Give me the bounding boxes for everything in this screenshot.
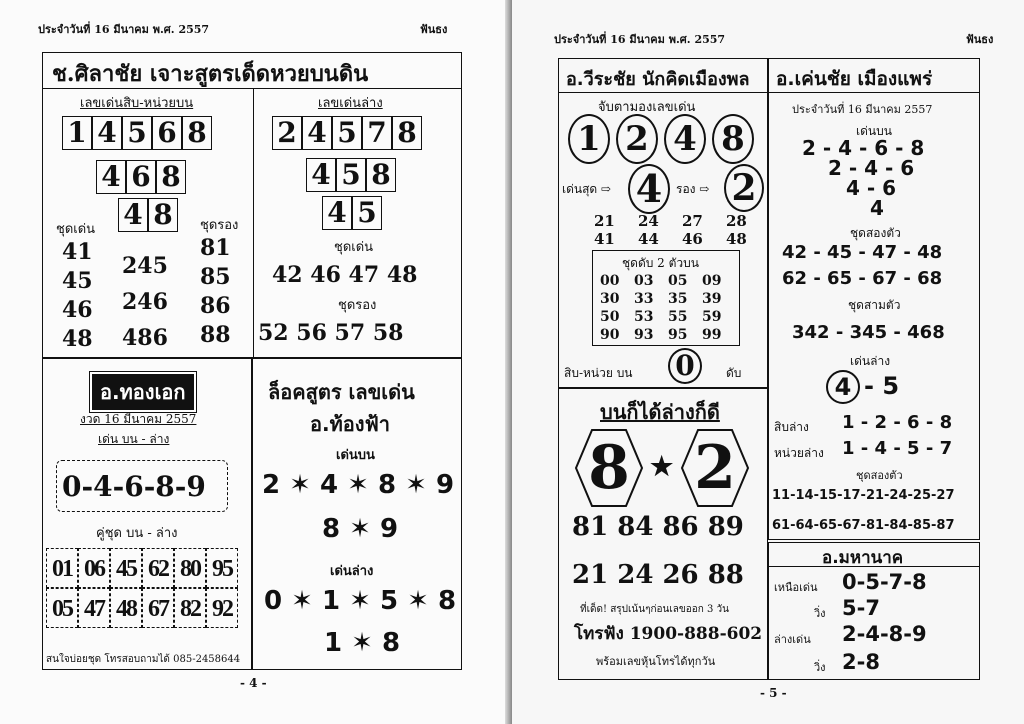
dead-circle: 0 bbox=[668, 348, 702, 384]
pair: 24 bbox=[638, 212, 659, 230]
khenchai-tri-2: 2 - 4 - 6 bbox=[828, 156, 915, 180]
thongek-main: 0-4-6-8-9 bbox=[62, 470, 206, 503]
grid-cell: 82 bbox=[174, 588, 206, 628]
thongfa-bottom-row-1: 0 ✶ 1 ✶ 5 ✶ 8 bbox=[264, 586, 457, 616]
set2-cell: 90 bbox=[600, 327, 620, 343]
bottom-digit-row-3 bbox=[322, 196, 382, 230]
khenchai-tri-1: 2 - 4 - 6 - 8 bbox=[802, 136, 925, 160]
khenchai-pair-row-2: 61-64-65-67-81-84-85-87 bbox=[772, 518, 955, 533]
digit-box: 1 bbox=[62, 116, 92, 150]
khenchai-two-row-2: 62 - 65 - 67 - 68 bbox=[782, 268, 943, 289]
best-label-text: เด่นสุด bbox=[562, 182, 598, 196]
divider bbox=[253, 88, 254, 358]
mahanak-r3: 2-4-8-9 bbox=[842, 622, 927, 646]
header-publication: ฟันธง bbox=[966, 33, 994, 46]
thongfa-title-1: ล็อคสูตร เลขเด่น bbox=[268, 380, 415, 404]
mahanak-r4-label: วิ่ง bbox=[814, 661, 826, 674]
mahanak-r2-label: วิ่ง bbox=[814, 607, 826, 620]
khenchai-bottom-label: เด่นล่าง bbox=[850, 354, 891, 368]
set2-cell: 35 bbox=[668, 291, 688, 307]
set2-cell: 99 bbox=[702, 327, 722, 343]
set2-grid bbox=[600, 272, 736, 344]
digit-box: 5 bbox=[122, 116, 152, 150]
thongek-badge: อ.ทองเอก bbox=[90, 372, 196, 412]
khenchai-three-row: 342 - 345 - 468 bbox=[792, 322, 945, 343]
khenchai-bottom-circle: 4 bbox=[826, 370, 860, 404]
divider bbox=[42, 88, 462, 89]
pair: 41 bbox=[594, 230, 615, 248]
best-circle: 4 bbox=[628, 164, 670, 214]
header-publication: ฟันธง bbox=[420, 23, 448, 36]
number: 86 bbox=[200, 293, 231, 319]
alt-label-text: รอง bbox=[676, 182, 696, 196]
set2-label: ชุดดับ 2 ตัวบน bbox=[622, 256, 699, 270]
set-alt-label: ชุดรอง bbox=[200, 218, 239, 233]
divider bbox=[768, 92, 980, 93]
unit-row: 1 - 4 - 5 - 7 bbox=[842, 438, 953, 459]
number-circle: 1 bbox=[568, 114, 610, 164]
weerachai-sub: จับตามองเลขเด่น bbox=[598, 100, 696, 115]
grid-cell: 67 bbox=[142, 588, 174, 628]
digit-box: 5 bbox=[336, 158, 366, 192]
bottom-main-label: ชุดเด่น bbox=[334, 240, 374, 255]
set2-cell: 09 bbox=[702, 273, 722, 289]
alt-label: รอง ⇨ bbox=[676, 182, 710, 196]
set2-cell: 95 bbox=[668, 327, 688, 343]
set2-cell: 05 bbox=[668, 273, 688, 289]
grid-cell: 80 bbox=[174, 548, 206, 588]
number: 85 bbox=[200, 264, 231, 290]
khenchai-tri-3: 4 - 6 bbox=[846, 176, 897, 200]
mahanak-r4: 2-8 bbox=[842, 650, 880, 674]
number: 48 bbox=[62, 326, 93, 352]
top-digit-row-2 bbox=[96, 160, 186, 194]
number: 245 bbox=[122, 253, 168, 279]
khenchai-pair-label: ชุดสองตัว bbox=[856, 469, 903, 482]
dead-suffix: ดับ bbox=[726, 366, 742, 380]
grid-cell: 48 bbox=[110, 588, 142, 628]
thongek-footer: สนใจบ่อยชุด โทรสอบถามได้ 085-2458644 bbox=[46, 654, 241, 665]
alt-circle: 2 bbox=[724, 164, 764, 212]
silachai-title: ช.ศิลาชัย เจาะสูตรเด็ดหวยบนดิน bbox=[52, 61, 369, 87]
khenchai-tri-4: 4 bbox=[870, 196, 884, 220]
thongfa-top-row-1: 2 ✶ 4 ✶ 8 ✶ 9 bbox=[262, 470, 455, 500]
digit-box: 6 bbox=[126, 160, 156, 194]
left-column bbox=[62, 238, 93, 354]
set2-cell: 03 bbox=[634, 273, 654, 289]
bottom-main-set: 42 46 47 48 bbox=[272, 262, 418, 288]
ten-label: สิบล่าง bbox=[774, 420, 809, 434]
bonki-row-2: 21 24 26 88 bbox=[572, 560, 744, 590]
mahanak-r3-label: ล่างเด่น bbox=[774, 633, 811, 646]
digit-box: 4 bbox=[302, 116, 332, 150]
thongfa-title-2: อ.ท้องฟ้า bbox=[310, 412, 390, 436]
divider bbox=[768, 566, 980, 567]
digit-box: 4 bbox=[118, 198, 148, 232]
khenchai-date: ประจำวันที่ 16 มีนาคม 2557 bbox=[792, 103, 933, 116]
grid-cell: 01 bbox=[46, 548, 78, 588]
bonki-note: ที่เด็ด! สรุปเน้นๆก่อนเลขออก 3 วัน bbox=[580, 604, 729, 615]
khenchai-two-label: ชุดสองตัว bbox=[850, 226, 901, 240]
bonki-row-1: 81 84 86 89 bbox=[572, 512, 744, 542]
set2-cell: 30 bbox=[600, 291, 620, 307]
khenchai-three-label: ชุดสามตัว bbox=[848, 298, 901, 312]
set2-cell: 50 bbox=[600, 309, 620, 325]
grid-cell: 62 bbox=[142, 548, 174, 588]
thongfa-bottom-label: เด่นล่าง bbox=[330, 564, 374, 579]
digit-box: 4 bbox=[306, 158, 336, 192]
number: 45 bbox=[62, 268, 93, 294]
mahanak-title: อ.มหานาค bbox=[822, 548, 904, 568]
pair: 48 bbox=[726, 230, 747, 248]
grid-cell: 92 bbox=[206, 588, 238, 628]
digit-box: 4 bbox=[322, 196, 352, 230]
mahanak-r2: 5-7 bbox=[842, 596, 880, 620]
thongfa-top-label: เด่นบน bbox=[336, 448, 375, 463]
bottom-alt-set: 52 56 57 58 bbox=[258, 320, 404, 346]
bonki-title: บนก็ได้ล่างก็ดี bbox=[600, 400, 720, 424]
digit-box: 4 bbox=[96, 160, 126, 194]
top-heading: เลขเด่นสิบ-หน่วยบน bbox=[80, 96, 194, 111]
hex-number bbox=[680, 428, 750, 508]
header-date: ประจำวันที่ 16 มีนาคม พ.ศ. 2557 bbox=[554, 33, 726, 46]
set2-cell: 53 bbox=[634, 309, 654, 325]
set2-cell: 55 bbox=[668, 309, 688, 325]
pair-row-2 bbox=[594, 230, 770, 248]
digit-box: 8 bbox=[148, 198, 178, 232]
set2-cell: 00 bbox=[600, 273, 620, 289]
mahanak-r1-label: เหนือเด่น bbox=[774, 581, 818, 594]
pair: 28 bbox=[726, 212, 747, 230]
grid-cell: 95 bbox=[206, 548, 238, 588]
grid-cell: 47 bbox=[78, 588, 110, 628]
unit-label: หน่วยล่าง bbox=[774, 446, 824, 460]
number: 88 bbox=[200, 322, 231, 348]
digit-box: 8 bbox=[182, 116, 212, 150]
top-digit-row-1 bbox=[62, 116, 212, 150]
digit-box: 6 bbox=[152, 116, 182, 150]
pair: 46 bbox=[682, 230, 703, 248]
weerachai-title: อ.วีระชัย นักคิดเมืองพล bbox=[566, 69, 750, 90]
best-label: เด่นสุด ⇨ bbox=[562, 182, 612, 196]
digit-box: 8 bbox=[392, 116, 422, 150]
digit-box: 2 bbox=[272, 116, 302, 150]
page-number: - 5 - bbox=[760, 686, 787, 700]
digit-box: 4 bbox=[92, 116, 122, 150]
number: 41 bbox=[62, 239, 93, 265]
set-main-label: ชุดเด่น bbox=[56, 222, 96, 237]
thongfa-top-row-2: 8 ✶ 9 bbox=[322, 514, 399, 544]
right-page bbox=[512, 0, 1024, 724]
top-digit-row-3 bbox=[118, 198, 178, 232]
number: 81 bbox=[200, 235, 231, 261]
hex-number-text: 2 bbox=[694, 433, 736, 503]
khenchai-pair-row-1: 11-14-15-17-21-24-25-27 bbox=[772, 488, 955, 503]
number-circle: 8 bbox=[712, 114, 754, 164]
hex-number-text: 8 bbox=[588, 433, 630, 503]
set2-cell: 39 bbox=[702, 291, 722, 307]
number-circle: 4 bbox=[664, 114, 706, 164]
bottom-alt-label: ชุดรอง bbox=[338, 298, 377, 313]
pair: 44 bbox=[638, 230, 659, 248]
digit-box: 5 bbox=[352, 196, 382, 230]
bonki-note-2: พร้อมเลขหุ้นโทรได้ทุกวัน bbox=[596, 655, 716, 668]
number: 246 bbox=[122, 289, 168, 315]
grid-cell: 45 bbox=[110, 548, 142, 588]
khenchai-bottom-rest: - 5 bbox=[864, 372, 900, 400]
bottom-heading: เลขเด่นล่าง bbox=[318, 96, 383, 111]
digit-box: 5 bbox=[332, 116, 362, 150]
number: 486 bbox=[122, 325, 168, 351]
khenchai-title: อ.เค่นชัย เมืองแพร่ bbox=[776, 68, 933, 90]
hex-number bbox=[574, 428, 644, 508]
khenchai-top-label: เด่นบน bbox=[856, 124, 892, 138]
dead-label: สิบ-หน่วย บน bbox=[564, 366, 633, 380]
set2-cell: 33 bbox=[634, 291, 654, 307]
grid-cell: 06 bbox=[78, 548, 110, 588]
set2-cell: 59 bbox=[702, 309, 722, 325]
khenchai-two-row-1: 42 - 45 - 47 - 48 bbox=[782, 242, 943, 263]
set2-cell: 93 bbox=[634, 327, 654, 343]
number-circle: 2 bbox=[616, 114, 658, 164]
page-number: - 4 - bbox=[240, 676, 267, 690]
bonki-phone: โทรฟัง 1900-888-602 bbox=[574, 624, 763, 644]
thongfa-bottom-row-2: 1 ✶ 8 bbox=[324, 628, 401, 658]
pair-row-1 bbox=[594, 212, 770, 230]
divider bbox=[558, 92, 768, 93]
ten-row: 1 - 2 - 6 - 8 bbox=[842, 412, 953, 433]
thongek-grid bbox=[46, 548, 238, 628]
header-date: ประจำวันที่ 16 มีนาคม พ.ศ. 2557 bbox=[38, 23, 210, 36]
pair: 21 bbox=[594, 212, 615, 230]
digit-box: 8 bbox=[156, 160, 186, 194]
pair: 27 bbox=[682, 212, 703, 230]
grid-cell: 05 bbox=[46, 588, 78, 628]
bottom-digit-row-1 bbox=[272, 116, 422, 150]
digit-box: 8 bbox=[366, 158, 396, 192]
star-icon: ★ bbox=[650, 452, 674, 482]
thongek-pair-label: คู่ชุด บน - ล่าง bbox=[96, 526, 178, 541]
digit-box: 7 bbox=[362, 116, 392, 150]
middle-column bbox=[122, 248, 168, 356]
thongek-draw: งวด 16 มีนาคม 2557 bbox=[80, 412, 197, 426]
mahanak-r1: 0-5-7-8 bbox=[842, 570, 927, 594]
thongek-sub: เด่น บน - ล่าง bbox=[98, 432, 170, 446]
bottom-digit-row-2 bbox=[306, 158, 396, 192]
right-column bbox=[200, 234, 231, 350]
number: 46 bbox=[62, 297, 93, 323]
